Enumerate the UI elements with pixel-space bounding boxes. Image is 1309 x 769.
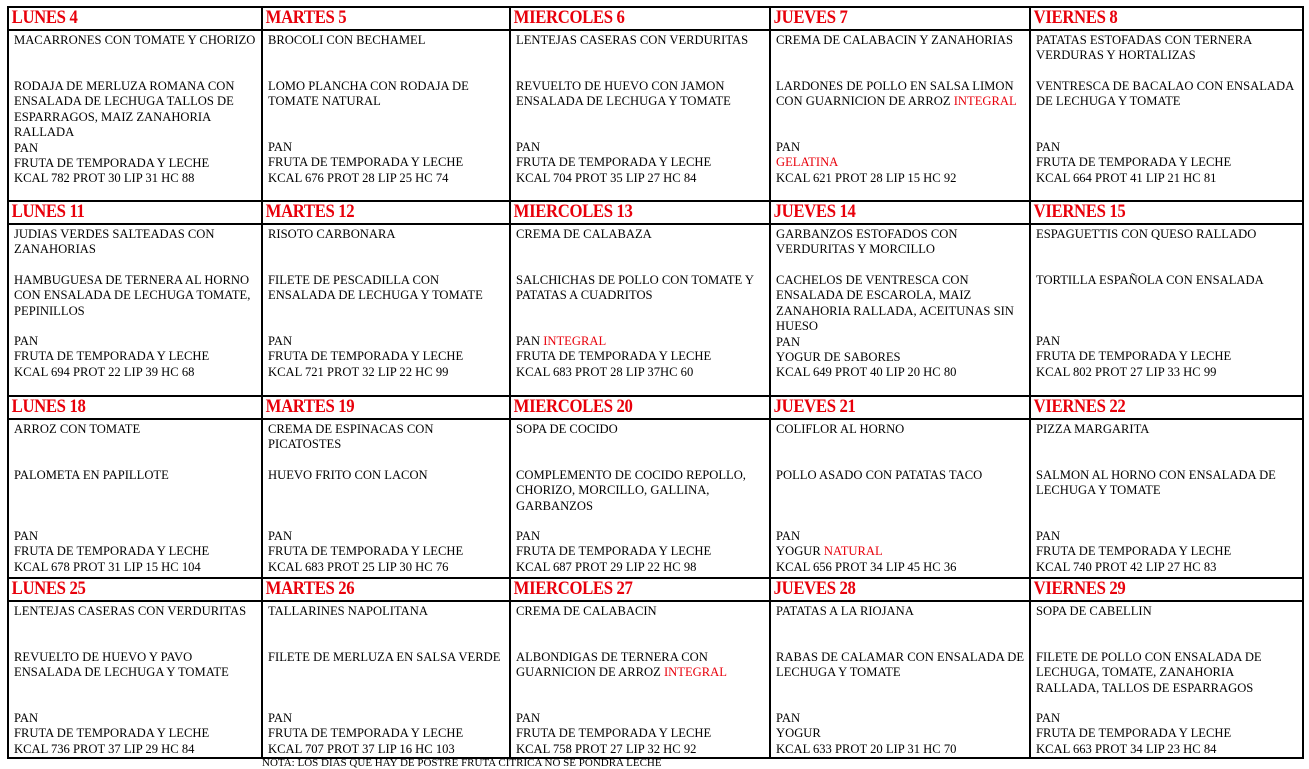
day-header-cell	[262, 201, 510, 224]
first-course-text: CREMA DE CALABACIN Y ZANAHORIAS	[776, 33, 1013, 47]
second-course	[268, 79, 505, 140]
first-course	[1036, 33, 1298, 79]
day-label: LUNES 18	[11, 396, 86, 417]
dessert-line	[268, 726, 505, 741]
dessert-line	[14, 726, 257, 741]
first-course-text: PATATAS A LA RIOJANA	[776, 604, 914, 618]
first-course-text: BROCOLI CON BECHAMEL	[268, 33, 426, 47]
bread-line	[516, 334, 765, 349]
day-header-cell	[1030, 7, 1303, 30]
bread-text: PAN	[776, 334, 801, 349]
bread-line	[516, 711, 765, 726]
day-menu-cell	[262, 30, 510, 201]
dessert-line	[1036, 544, 1298, 559]
first-course-text: CREMA DE CALABACIN	[516, 604, 657, 618]
day-menu-cell	[510, 419, 770, 578]
menu-content	[1031, 31, 1302, 186]
second-course	[14, 79, 257, 141]
menu-content	[771, 602, 1029, 757]
bread-text: PAN	[776, 529, 801, 543]
first-course	[14, 422, 257, 468]
second-course-highlight: INTEGRAL	[953, 94, 1017, 109]
extras	[14, 529, 257, 575]
first-course-text: CREMA DE CALABAZA	[516, 227, 652, 241]
nutrition-line: KCAL 687 PROT 29 LIP 22 HC 98	[516, 559, 697, 574]
second-course-text: FILETE DE POLLO CON ENSALADA DE LECHUGA, TOMATE, ZANAHORIA RALLADA, TALLOS DE ESPARRAGOS	[1036, 650, 1262, 695]
day-menu-cell	[8, 419, 262, 578]
extras	[1036, 529, 1298, 575]
day-menu-cell	[1030, 30, 1303, 201]
first-course	[776, 33, 1025, 79]
nutrition-line: KCAL 782 PROT 30 LIP 31 HC 88	[14, 171, 195, 186]
nutrition-line: KCAL 704 PROT 35 LIP 27 HC 84	[516, 170, 697, 185]
nutrition-line: KCAL 758 PROT 27 LIP 32 HC 92	[516, 741, 697, 756]
dessert-text: FRUTA DE TEMPORADA Y LECHE	[268, 544, 464, 559]
day-label: JUEVES 14	[773, 201, 856, 222]
day-menu-cell	[262, 224, 510, 396]
nutrition-line: KCAL 736 PROT 37 LIP 29 HC 84	[14, 741, 195, 756]
day-menu-cell	[770, 224, 1030, 396]
week-header-row	[8, 7, 1303, 30]
second-course	[268, 468, 505, 529]
week-header-row	[8, 396, 1303, 419]
menu-content	[263, 225, 509, 380]
second-course-text: FILETE DE PESCADILLA CON ENSALADA DE LECHUGA Y TOMATE	[268, 273, 483, 303]
day-label: MARTES 26	[265, 578, 355, 599]
bread-text: PAN	[268, 140, 293, 154]
second-course	[516, 273, 765, 334]
footer-note: NOTA: LOS DIAS QUE HAY DE POSTRE FRUTA CITRICA NO SE PONDRA LECHE	[262, 757, 662, 769]
first-course	[776, 604, 1025, 650]
dessert-text: FRUTA DE TEMPORADA Y LECHE	[14, 349, 210, 364]
week-header-row	[8, 201, 1303, 224]
day-label: MARTES 19	[265, 396, 355, 417]
first-course-text: CREMA DE ESPINACAS CON PICATOSTES	[268, 422, 434, 452]
first-course	[516, 227, 765, 273]
dessert-text: YOGUR	[776, 726, 821, 741]
bread-text: PAN	[268, 529, 293, 543]
bread-text: PAN	[14, 711, 39, 725]
dessert-text: YOGUR	[776, 544, 821, 559]
nutrition-line: KCAL 683 PROT 28 LIP 37HC 60	[516, 364, 694, 379]
dessert-text: FRUTA DE TEMPORADA Y LECHE	[14, 156, 210, 171]
first-course-text: COLIFLOR AL HORNO	[776, 422, 905, 436]
dessert-line	[14, 156, 257, 171]
second-course-text: COMPLEMENTO DE COCIDO REPOLLO, CHORIZO, MORCILLO, GALLINA, GARBANZOS	[516, 468, 746, 513]
second-course-text: SALCHICHAS DE POLLO CON TOMATE Y PATATAS A CUADRITOS	[516, 273, 754, 303]
first-course-text: SOPA DE CABELLIN	[1036, 604, 1152, 618]
bread-text: PAN	[14, 529, 39, 543]
day-header-cell	[1030, 578, 1303, 601]
second-course-highlight: INTEGRAL	[663, 665, 727, 680]
menu-content	[511, 31, 769, 186]
menu-content	[9, 225, 261, 380]
dessert-text: FRUTA DE TEMPORADA Y LECHE	[14, 726, 210, 741]
extras	[14, 711, 257, 757]
first-course	[1036, 227, 1298, 273]
dessert-highlight: NATURAL	[820, 544, 883, 559]
day-label: MIERCOLES 13	[513, 201, 633, 222]
dessert-line	[268, 544, 505, 559]
extras	[14, 141, 257, 187]
dessert-text: FRUTA DE TEMPORADA Y LECHE	[1036, 726, 1232, 741]
first-course	[14, 604, 257, 650]
day-label: JUEVES 28	[773, 578, 856, 599]
bread-line	[776, 529, 1025, 544]
second-course-text: LOMO PLANCHA CON RODAJA DE TOMATE NATURAL	[268, 79, 469, 109]
dessert-text: FRUTA DE TEMPORADA Y LECHE	[1036, 349, 1232, 364]
extras	[516, 529, 765, 575]
first-course-text: RISOTO CARBONARA	[268, 227, 396, 241]
dessert-line	[516, 726, 765, 741]
dessert-text: FRUTA DE TEMPORADA Y LECHE	[268, 726, 464, 741]
dessert-text: FRUTA DE TEMPORADA Y LECHE	[1036, 544, 1232, 559]
first-course	[1036, 422, 1298, 468]
dessert-line	[516, 544, 765, 559]
extras	[516, 711, 765, 757]
extras	[1036, 140, 1298, 186]
extras	[1036, 711, 1298, 757]
second-course-text: LARDONES DE POLLO EN SALSA LIMON CON GUARNICION DE ARROZ	[776, 79, 1014, 109]
day-label: VIERNES 29	[1033, 578, 1126, 599]
nutrition-line: KCAL 664 PROT 41 LIP 21 HC 81	[1036, 170, 1217, 185]
menu-content	[263, 420, 509, 575]
bread-line	[268, 529, 505, 544]
second-course	[1036, 273, 1298, 334]
bread-text: PAN	[14, 334, 39, 348]
second-course	[776, 650, 1025, 711]
day-label: MIERCOLES 6	[513, 7, 625, 28]
nutrition-line: KCAL 656 PROT 34 LIP 45 HC 36	[776, 559, 957, 574]
extras	[516, 334, 765, 380]
day-menu-cell	[8, 30, 262, 201]
extras	[268, 711, 505, 757]
extras	[1036, 334, 1298, 380]
day-header-cell	[510, 201, 770, 224]
dessert-line	[516, 155, 765, 170]
bread-line	[1036, 140, 1298, 155]
day-label: JUEVES 7	[773, 7, 848, 28]
second-course-text: POLLO ASADO CON PATATAS TACO	[776, 468, 983, 482]
first-course	[776, 422, 1025, 468]
bread-line	[776, 335, 1025, 350]
day-header-cell	[262, 396, 510, 419]
dessert-text: FRUTA DE TEMPORADA Y LECHE	[14, 544, 210, 559]
second-course-text: RABAS DE CALAMAR CON ENSALADA DE LECHUGA Y TOMATE	[776, 650, 1025, 680]
bread-line	[516, 529, 765, 544]
nutrition-line: KCAL 694 PROT 22 LIP 39 HC 68	[14, 364, 195, 379]
day-label: MIERCOLES 20	[513, 396, 633, 417]
first-course-text: MACARRONES CON TOMATE Y CHORIZO	[14, 33, 256, 47]
nutrition-line: KCAL 678 PROT 31 LIP 15 HC 104	[14, 559, 201, 574]
day-menu-cell	[262, 601, 510, 758]
second-course	[516, 468, 765, 529]
day-menu-cell	[1030, 419, 1303, 578]
bread-text: PAN	[14, 140, 39, 155]
extras	[776, 140, 1025, 186]
second-course-text: PALOMETA EN PAPILLOTE	[14, 468, 169, 482]
dessert-line	[14, 349, 257, 364]
menu-content	[771, 31, 1029, 186]
day-label: MARTES 12	[265, 201, 355, 222]
extras	[268, 140, 505, 186]
second-course	[516, 79, 765, 140]
dessert-text: FRUTA DE TEMPORADA Y LECHE	[516, 155, 712, 170]
day-label: JUEVES 21	[773, 396, 856, 417]
menu-content	[9, 602, 261, 757]
nutrition-line: KCAL 683 PROT 25 LIP 30 HC 76	[268, 559, 449, 574]
extras	[776, 335, 1025, 381]
dessert-text: FRUTA DE TEMPORADA Y LECHE	[268, 155, 464, 170]
day-header-cell	[8, 578, 262, 601]
second-course	[516, 650, 765, 711]
menu-calendar	[7, 6, 1302, 759]
bread-highlight: INTEGRAL	[543, 334, 607, 348]
day-header-cell	[770, 578, 1030, 601]
menu-content	[511, 225, 769, 380]
menu-content	[511, 602, 769, 757]
day-label: VIERNES 22	[1033, 396, 1126, 417]
second-course-text: CACHELOS DE VENTRESCA CON ENSALADA DE ESCAROLA, MAIZ ZANAHORIA RALLADA, ACEITUNAS SIN HUESO	[776, 273, 1014, 334]
second-course-text: HAMBUGUESA DE TERNERA AL HORNO CON ENSALADA DE LECHUGA TOMATE, PEPINILLOS	[14, 273, 251, 318]
day-menu-cell	[770, 419, 1030, 578]
bread-line	[268, 334, 505, 349]
second-course-text: REVUELTO DE HUEVO Y PAVO ENSALADA DE LECHUGA Y TOMATE	[14, 650, 229, 680]
day-header-cell	[770, 396, 1030, 419]
dessert-line	[516, 349, 765, 364]
day-label: MIERCOLES 27	[513, 578, 633, 599]
first-course-text: TALLARINES NAPOLITANA	[268, 604, 428, 618]
day-menu-cell	[770, 601, 1030, 758]
second-course	[268, 273, 505, 334]
first-course	[14, 227, 257, 273]
day-header-cell	[510, 396, 770, 419]
bread-line	[516, 140, 765, 155]
day-menu-cell	[1030, 601, 1303, 758]
bread-line	[268, 711, 505, 726]
bread-line	[776, 711, 1025, 726]
dessert-text: FRUTA DE TEMPORADA Y LECHE	[516, 349, 712, 364]
first-course	[516, 422, 765, 468]
first-course	[268, 422, 505, 468]
day-label: LUNES 4	[11, 7, 78, 28]
second-course	[1036, 468, 1298, 529]
bread-text: PAN	[776, 140, 801, 154]
first-course-text: ARROZ CON TOMATE	[14, 422, 141, 436]
dessert-line	[14, 544, 257, 559]
second-course	[1036, 650, 1298, 711]
dessert-line	[268, 349, 505, 364]
second-course	[1036, 79, 1298, 140]
first-course-text: GARBANZOS ESTOFADOS CON VERDURITAS Y MORCILLO	[776, 227, 958, 257]
menu-content	[1031, 225, 1302, 380]
first-course	[776, 227, 1025, 273]
nutrition-line: KCAL 802 PROT 27 LIP 33 HC 99	[1036, 364, 1217, 379]
bread-line	[14, 529, 257, 544]
second-course-text: TORTILLA ESPAÑOLA CON ENSALADA	[1036, 273, 1264, 287]
nutrition-line: KCAL 740 PROT 42 LIP 27 HC 83	[1036, 559, 1217, 574]
first-course-text: ESPAGUETTIS CON QUESO RALLADO	[1036, 227, 1257, 241]
bread-line	[776, 140, 1025, 155]
bread-line	[1036, 334, 1298, 349]
dessert-highlight: GELATINA	[776, 155, 839, 170]
dessert-line	[1036, 155, 1298, 170]
bread-text: PAN	[776, 711, 801, 725]
day-header-cell	[1030, 201, 1303, 224]
dessert-line	[1036, 726, 1298, 741]
extras	[14, 334, 257, 380]
week-menu-row	[8, 419, 1303, 578]
day-menu-cell	[510, 224, 770, 396]
nutrition-line: KCAL 621 PROT 28 LIP 15 HC 92	[776, 170, 957, 185]
dessert-line	[268, 155, 505, 170]
day-header-cell	[510, 578, 770, 601]
menu-content	[511, 420, 769, 575]
extras	[516, 140, 765, 186]
week-menu-row	[8, 224, 1303, 396]
first-course-text: JUDIAS VERDES SALTEADAS CON ZANAHORIAS	[14, 227, 215, 257]
second-course	[776, 468, 1025, 529]
week-menu-row	[8, 601, 1303, 758]
nutrition-line: KCAL 663 PROT 34 LIP 23 HC 84	[1036, 741, 1217, 756]
bread-text: PAN	[1036, 140, 1061, 154]
menu-content	[9, 420, 261, 575]
nutrition-line: KCAL 633 PROT 20 LIP 31 HC 70	[776, 741, 957, 756]
extras	[268, 334, 505, 380]
bread-line	[14, 711, 257, 726]
day-header-cell	[1030, 396, 1303, 419]
extras	[776, 711, 1025, 757]
bread-line	[1036, 529, 1298, 544]
extras	[776, 529, 1025, 575]
weekly-menu-table	[7, 6, 1304, 759]
bread-text: PAN	[516, 711, 541, 725]
second-course	[14, 273, 257, 334]
second-course	[268, 650, 505, 711]
day-label: LUNES 11	[11, 201, 85, 222]
bread-line	[14, 141, 257, 156]
dessert-text: FRUTA DE TEMPORADA Y LECHE	[516, 544, 712, 559]
second-course	[776, 79, 1025, 140]
day-menu-cell	[1030, 224, 1303, 396]
week-menu-row	[8, 30, 1303, 201]
second-course-text: RODAJA DE MERLUZA ROMANA CON ENSALADA DE LECHUGA TALLOS DE ESPARRAGOS, MAIZ ZANAHORIA RALLADA	[14, 79, 235, 140]
dessert-line	[776, 726, 1025, 741]
second-course-text: FILETE DE MERLUZA EN SALSA VERDE	[268, 650, 501, 664]
second-course	[14, 468, 257, 529]
day-header-cell	[770, 7, 1030, 30]
menu-content	[1031, 602, 1302, 757]
menu-content	[771, 420, 1029, 575]
dessert-line	[776, 544, 1025, 559]
bread-text: PAN	[268, 711, 293, 725]
dessert-text: FRUTA DE TEMPORADA Y LECHE	[268, 349, 464, 364]
bread-text: PAN	[1036, 711, 1061, 725]
first-course	[14, 33, 257, 79]
menu-content	[263, 602, 509, 757]
bread-text: PAN	[516, 140, 541, 154]
menu-content	[263, 31, 509, 186]
bread-text: PAN	[268, 334, 293, 348]
first-course	[268, 227, 505, 273]
day-label: MARTES 5	[265, 7, 347, 28]
bread-line	[14, 334, 257, 349]
day-header-cell	[8, 201, 262, 224]
dessert-line	[776, 155, 1025, 170]
day-menu-cell	[510, 601, 770, 758]
day-menu-cell	[262, 419, 510, 578]
second-course-text: REVUELTO DE HUEVO CON JAMON ENSALADA DE LECHUGA Y TOMATE	[516, 79, 731, 109]
first-course	[268, 604, 505, 650]
day-header-cell	[262, 7, 510, 30]
first-course-text: LENTEJAS CASERAS CON VERDURITAS	[14, 604, 247, 618]
first-course-text: LENTEJAS CASERAS CON VERDURITAS	[516, 33, 749, 47]
day-header-cell	[8, 7, 262, 30]
nutrition-line: KCAL 649 PROT 40 LIP 20 HC 80	[776, 365, 957, 380]
day-label: LUNES 25	[11, 578, 86, 599]
dessert-text: FRUTA DE TEMPORADA Y LECHE	[1036, 155, 1232, 170]
day-menu-cell	[8, 601, 262, 758]
extras	[268, 529, 505, 575]
day-menu-cell	[510, 30, 770, 201]
dessert-line	[1036, 349, 1298, 364]
bread-text: PAN	[1036, 334, 1061, 348]
day-header-cell	[510, 7, 770, 30]
second-course-text: VENTRESCA DE BACALAO CON ENSALADA DE LECHUGA Y TOMATE	[1036, 79, 1294, 109]
first-course-text: PIZZA MARGARITA	[1036, 422, 1150, 436]
day-label: VIERNES 8	[1033, 7, 1118, 28]
dessert-text: YOGUR DE SABORES	[776, 350, 901, 365]
second-course-text: HUEVO FRITO CON LACON	[268, 468, 428, 482]
second-course-text: ALBONDIGAS DE TERNERA CON GUARNICION DE ARROZ	[516, 650, 708, 680]
first-course-text: PATATAS ESTOFADAS CON TERNERA VERDURAS Y HORTALIZAS	[1036, 33, 1252, 63]
day-menu-cell	[8, 224, 262, 396]
menu-content	[1031, 420, 1302, 575]
first-course	[1036, 604, 1298, 650]
bread-text: PAN	[516, 334, 541, 348]
nutrition-line: KCAL 707 PROT 37 LIP 16 HC 103	[268, 741, 455, 756]
menu-content	[771, 225, 1029, 381]
day-header-cell	[8, 396, 262, 419]
dessert-text: FRUTA DE TEMPORADA Y LECHE	[516, 726, 712, 741]
day-header-cell	[262, 578, 510, 601]
bread-text: PAN	[516, 529, 541, 543]
bread-line	[268, 140, 505, 155]
week-header-row	[8, 578, 1303, 601]
dessert-line	[776, 350, 1025, 365]
nutrition-line: KCAL 676 PROT 28 LIP 25 HC 74	[268, 170, 449, 185]
second-course	[14, 650, 257, 711]
second-course	[776, 273, 1025, 335]
first-course-text: SOPA DE COCIDO	[516, 422, 618, 436]
bread-text: PAN	[1036, 529, 1061, 543]
nutrition-line: KCAL 721 PROT 32 LIP 22 HC 99	[268, 364, 449, 379]
first-course	[516, 33, 765, 79]
menu-content	[9, 31, 261, 187]
day-header-cell	[770, 201, 1030, 224]
bread-line	[1036, 711, 1298, 726]
first-course	[516, 604, 765, 650]
first-course	[268, 33, 505, 79]
day-menu-cell	[770, 30, 1030, 201]
day-label: VIERNES 15	[1033, 201, 1126, 222]
second-course-text: SALMON AL HORNO CON ENSALADA DE LECHUGA Y TOMATE	[1036, 468, 1276, 498]
